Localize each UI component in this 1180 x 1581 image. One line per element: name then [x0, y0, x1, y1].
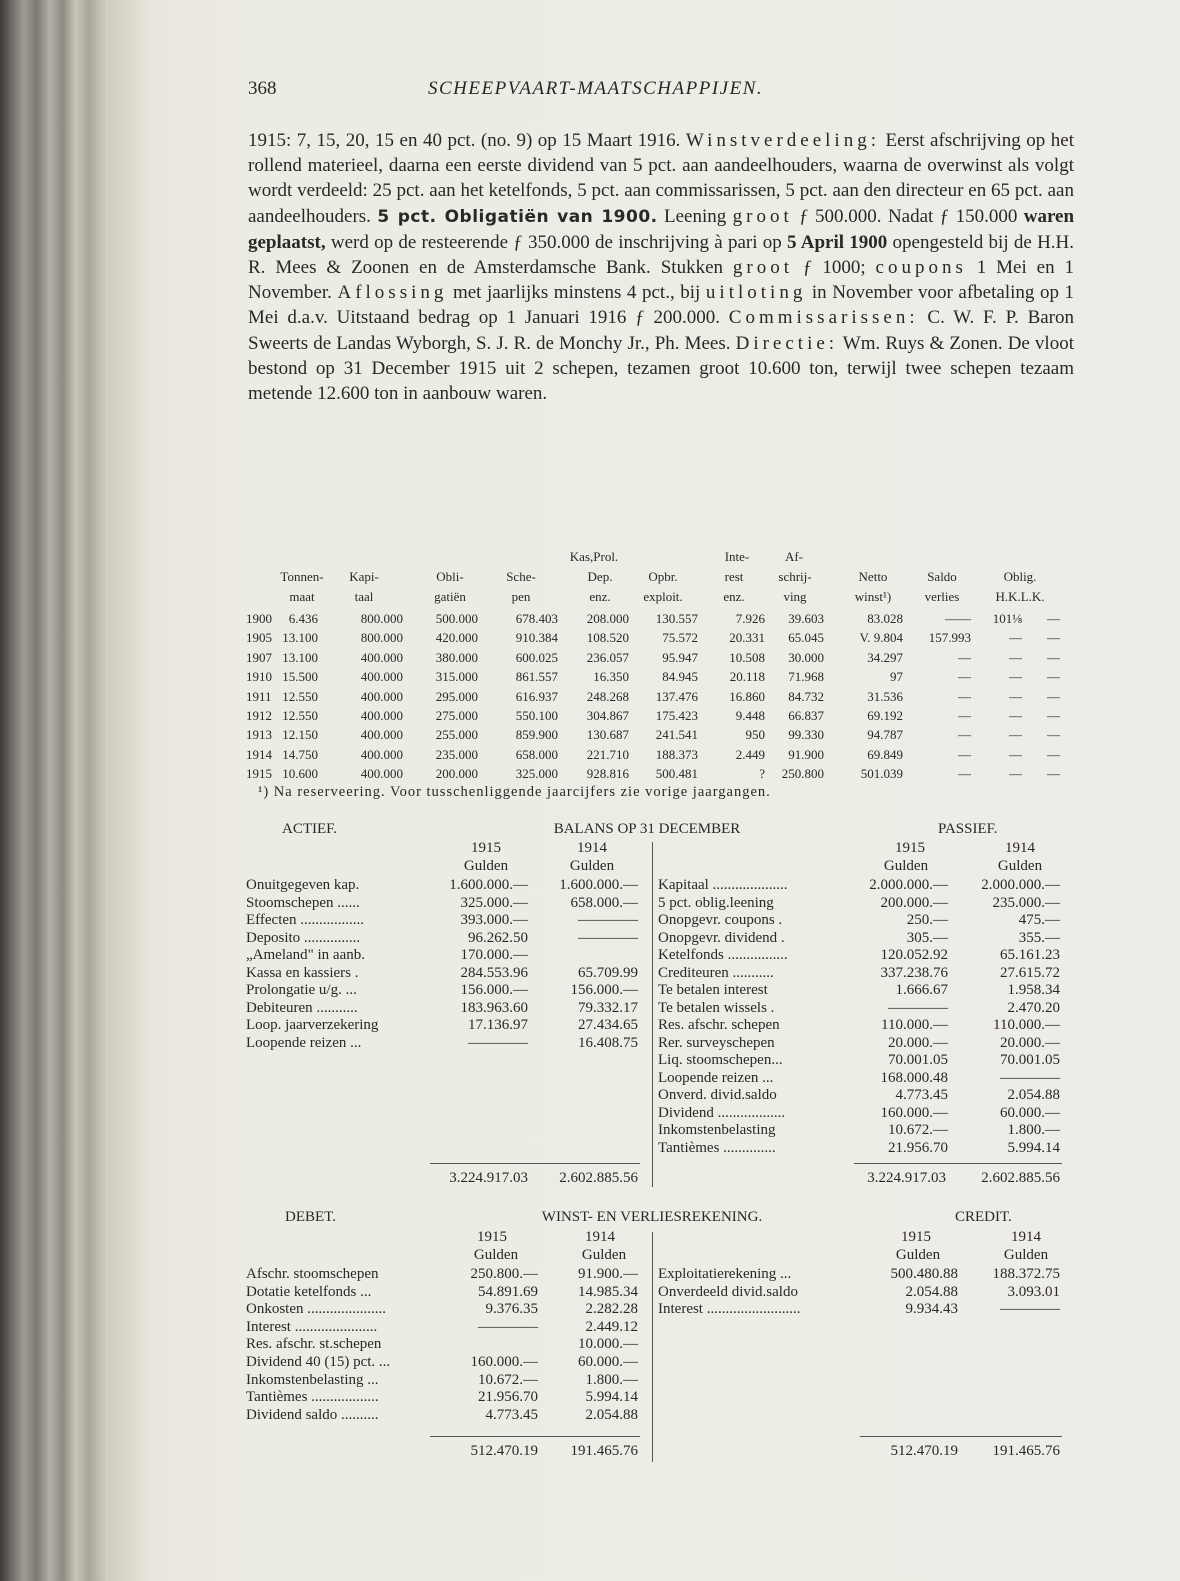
amount-1914: 14.985.34 — [578, 1283, 638, 1300]
amount-1914: 65.161.23 — [1000, 947, 1060, 963]
table-cell: 800.000 — [360, 630, 403, 646]
amount-1914: 2.000.000.— — [981, 877, 1060, 893]
table-cell: — — [1047, 649, 1060, 665]
amount-1914: 60.000.— — [1000, 1104, 1060, 1121]
account-label: Te betalen interest — [658, 982, 768, 998]
table-cell: 1912 — [246, 708, 272, 723]
amount-1915: ———— — [888, 999, 948, 1016]
table-cell: 325.000 — [515, 766, 558, 782]
account-label: Onverd. divid.saldo — [658, 1087, 777, 1103]
table-cell: 400.000 — [360, 746, 403, 762]
account-label: Inkomstenbelasting — [658, 1122, 776, 1138]
account-label: Dividend 40 (15) pct. ... — [246, 1354, 391, 1370]
amount-1915: 110.000.— — [881, 1017, 948, 1033]
table-cell: 95.947 — [662, 649, 698, 665]
table-cell: 1910 — [246, 669, 272, 685]
amount-1915: 1.600.000.— — [449, 877, 528, 893]
amount-1914: 20.000.— — [1000, 1034, 1060, 1051]
unit-label: Gulden — [1003, 1247, 1049, 1263]
table-cell: 248.268 — [586, 688, 629, 704]
page-header — [248, 78, 1078, 104]
amount-1914: 27.615.72 — [1000, 964, 1060, 981]
unit-label: Gulden — [569, 858, 615, 874]
unit-label: Gulden — [463, 858, 509, 874]
table-cell: 101⅛ — [992, 611, 1022, 626]
column-header: Opbr. — [648, 569, 678, 584]
amount-1914: ———— — [1000, 1301, 1060, 1318]
table-cell: 950 — [745, 727, 765, 743]
table-cell: 13.100 — [282, 649, 318, 665]
table-cell: 97 — [890, 669, 903, 685]
unit-label: Gulden — [883, 858, 929, 874]
column-header: enz. — [589, 589, 611, 604]
table-cell: 69.192 — [867, 708, 903, 723]
column-header: Saldo — [927, 569, 957, 584]
table-cell: 658.000 — [515, 746, 558, 762]
table-cell: 10.508 — [729, 649, 765, 665]
amount-1914: 2.282.28 — [585, 1301, 638, 1318]
column-header: rest — [724, 569, 744, 584]
table-cell: 400.000 — [360, 727, 403, 743]
book-binding — [0, 0, 108, 1581]
amount-1915: 393.000.— — [460, 912, 528, 928]
column-header: taal — [354, 589, 374, 604]
column-header: Kapi- — [349, 569, 379, 584]
year-label: 1915 — [895, 840, 925, 856]
year-label: 1915 — [901, 1229, 931, 1245]
amount-1914: 658.000.— — [570, 894, 638, 911]
table-cell: 31.536 — [867, 688, 903, 704]
column-divider — [652, 1232, 653, 1462]
unit-label: Gulden — [997, 858, 1043, 874]
amount-1915: 325.000.— — [460, 894, 528, 911]
table-cell: 250.800 — [781, 766, 824, 782]
account-label: Res. afschr. schepen — [658, 1017, 780, 1033]
table-cell: 71.968 — [788, 669, 824, 685]
table-cell: 400.000 — [360, 766, 403, 782]
table-cell: 84.945 — [662, 669, 698, 685]
column-header: exploit. — [643, 589, 683, 604]
table-cell: — — [958, 649, 971, 665]
section-title: ACTIEF. — [282, 821, 338, 837]
amount-1915: 500.480.88 — [890, 1266, 958, 1282]
unit-label: Gulden — [895, 1247, 941, 1263]
table-cell: 221.710 — [586, 746, 629, 762]
table-cell: — — [1009, 708, 1022, 723]
amount-1914: 188.372.75 — [992, 1266, 1060, 1282]
amount-1914: 79.332.17 — [578, 999, 638, 1016]
table-cell: — — [1047, 727, 1060, 743]
table-cell: 12.550 — [282, 708, 318, 723]
table-cell: 600.025 — [515, 649, 558, 665]
table-cell: 500.000 — [435, 611, 478, 626]
table-cell: 1905 — [246, 630, 272, 646]
amount-1915: 284.553.96 — [460, 964, 528, 981]
year-label: 1914 — [1011, 1229, 1041, 1245]
amount-1915: 170.000.— — [460, 947, 528, 963]
table-cell: 12.150 — [282, 727, 318, 743]
table-cell: 400.000 — [360, 708, 403, 723]
column-header: Sche- — [506, 569, 536, 584]
table-cell: 1911 — [246, 688, 272, 704]
table-cell: — — [958, 669, 971, 685]
table-cell: 15.500 — [282, 669, 318, 685]
table-cell: 208.000 — [586, 611, 629, 626]
table-cell: 34.297 — [867, 649, 903, 665]
year-label: 1914 — [1005, 840, 1035, 856]
table-cell: — — [1047, 746, 1060, 762]
table-cell: 380.000 — [435, 649, 478, 665]
table-cell: 1900 — [246, 611, 272, 626]
section-title: WINST- EN VERLIESREKENING. — [541, 1209, 763, 1225]
table-cell: 13.100 — [282, 630, 318, 646]
amount-1915: 20.000.— — [888, 1034, 948, 1051]
table-cell: 235.000 — [435, 746, 478, 762]
account-label: „Ameland" in aanb. — [246, 947, 365, 963]
total-1914: 191.465.76 — [992, 1443, 1060, 1459]
table-cell: — — [1009, 688, 1022, 704]
table-cell: 1914 — [246, 746, 272, 762]
table-cell: — — [958, 746, 971, 762]
account-label: Crediteuren ........... — [658, 964, 774, 981]
account-label: Onopgevr. coupons . — [658, 912, 783, 928]
amount-1915: 160.000.— — [470, 1354, 538, 1370]
amount-1915: 4.773.45 — [895, 1087, 948, 1103]
account-label: 5 pct. oblig.leening — [658, 894, 774, 911]
table-cell: 1907 — [246, 649, 272, 665]
year-label: 1915 — [471, 840, 501, 856]
table-cell: 108.520 — [586, 630, 629, 646]
amount-1915: 2.054.88 — [905, 1283, 958, 1300]
column-header: Tonnen- — [280, 569, 324, 584]
column-header: Dep. — [587, 569, 613, 584]
column-header: pen — [511, 589, 531, 604]
table-cell: 83.028 — [867, 611, 903, 626]
section-title: DEBET. — [285, 1209, 336, 1225]
table-cell: 65.045 — [788, 630, 824, 646]
column-header: Obli- — [436, 569, 464, 584]
table-cell: 188.373 — [655, 746, 698, 762]
table-cell: 157.993 — [928, 630, 971, 646]
table-cell: —— — [945, 611, 971, 626]
amount-1915: 10.672.— — [888, 1122, 948, 1138]
amount-1915: 17.136.97 — [468, 1017, 528, 1033]
page-title: SCHEEPVAART-MAATSCHAPPIJEN. — [428, 78, 764, 99]
account-label: Loopende reizen ... — [246, 1034, 362, 1051]
amount-1914: 5.994.14 — [1007, 1139, 1060, 1156]
amount-1914: 1.600.000.— — [559, 877, 638, 893]
table-cell: — — [1009, 649, 1022, 665]
account-label: Effecten ................. — [246, 912, 365, 928]
table-cell: 800.000 — [360, 611, 403, 626]
amount-1914: ———— — [578, 929, 638, 946]
unit-label: Gulden — [473, 1247, 519, 1263]
table-cell: — — [1009, 630, 1022, 646]
total-1915: 512.470.19 — [890, 1443, 958, 1459]
table-cell: 20.118 — [729, 669, 765, 685]
table-cell: — — [1047, 669, 1060, 685]
amount-1915: 21.956.70 — [888, 1139, 948, 1156]
table-cell: 859.900 — [515, 727, 558, 743]
amount-1914: 10.000.— — [578, 1336, 638, 1353]
amount-1914: 2.449.12 — [585, 1318, 638, 1335]
page-number: 368 — [248, 78, 277, 99]
table-cell: 420.000 — [435, 630, 478, 646]
table-cell: 315.000 — [435, 669, 478, 685]
amount-1915: 9.376.35 — [485, 1301, 538, 1318]
account-label: Tantièmes .............. — [658, 1139, 776, 1156]
table-cell: 9.448 — [735, 708, 765, 723]
column-header: Netto — [858, 569, 888, 584]
account-label: Onopgevr. dividend . — [658, 929, 785, 946]
account-label: Afschr. stoomschepen — [246, 1266, 379, 1282]
table-cell: 678.403 — [515, 611, 558, 626]
total-1914: 2.602.885.56 — [559, 1170, 638, 1186]
table-cell: 400.000 — [360, 669, 403, 685]
account-label: Debiteuren ........... — [246, 999, 358, 1016]
amount-1914: 2.054.88 — [1007, 1087, 1060, 1103]
account-label: Onverdeeld divid.saldo — [658, 1283, 798, 1300]
account-label: Rer. surveyschepen — [658, 1034, 775, 1051]
amount-1914: 16.408.75 — [578, 1034, 638, 1051]
table-cell: 236.057 — [586, 649, 629, 665]
amount-1914: 355.— — [1018, 929, 1060, 946]
amount-1915: ———— — [468, 1034, 528, 1051]
year-label: 1914 — [577, 840, 607, 856]
column-header: gatiën — [434, 589, 466, 604]
amount-1915: 2.000.000.— — [869, 877, 948, 893]
table-cell: 30.000 — [788, 649, 824, 665]
unit-label: Gulden — [581, 1247, 627, 1263]
table-cell: 1913 — [246, 727, 272, 743]
table-cell: 275.000 — [435, 708, 478, 723]
column-header: Inte- — [724, 549, 750, 564]
table-cell: — — [958, 708, 971, 723]
total-rule — [430, 1163, 640, 1164]
table-cell: — — [958, 727, 971, 743]
column-header: schrij- — [778, 569, 812, 584]
table-cell: — — [1047, 766, 1060, 782]
account-label: Te betalen wissels . — [658, 999, 775, 1016]
table-cell: 501.039 — [860, 766, 903, 782]
amount-1915: 156.000.— — [460, 982, 528, 998]
table-cell: 550.100 — [515, 708, 558, 723]
table-cell: V. 9.804 — [859, 630, 903, 646]
table-cell: 6.436 — [288, 611, 318, 626]
amount-1915: 1.666.67 — [895, 982, 948, 998]
column-header: H.K.L.K. — [995, 589, 1045, 604]
table-cell: 10.600 — [282, 766, 318, 782]
account-label: Kapitaal .................... — [658, 877, 788, 893]
account-label: Dividend saldo .......... — [246, 1406, 379, 1423]
table-cell: — — [958, 688, 971, 704]
table-cell: — — [1009, 746, 1022, 762]
account-label: Liq. stoomschepen... — [658, 1052, 783, 1068]
table-cell: — — [1009, 766, 1022, 782]
account-label: Dotatie ketelfonds ... — [246, 1283, 372, 1300]
table-cell: ? — [759, 766, 765, 782]
table-cell: 304.867 — [586, 708, 629, 723]
footnote: ¹) Na reserveering. Voor tusschenliggende jaarcijfers zie vorige jaargangen. — [258, 784, 771, 800]
account-label: Tantièmes .................. — [246, 1389, 379, 1406]
amount-1915: 21.956.70 — [478, 1389, 538, 1406]
amount-1915: 337.238.76 — [880, 964, 948, 981]
amount-1914: 65.709.99 — [578, 964, 638, 981]
account-label: Loopende reizen ... — [658, 1069, 774, 1086]
table-cell: 400.000 — [360, 649, 403, 665]
year-label: 1914 — [585, 1229, 615, 1245]
table-cell: 12.550 — [282, 688, 318, 704]
column-header: Af- — [784, 549, 804, 564]
table-cell: 2.449 — [735, 746, 765, 762]
amount-1915: 250.— — [906, 912, 948, 928]
account-label: Kassa en kassiers . — [246, 964, 359, 981]
table-cell: — — [1009, 669, 1022, 685]
total-1915: 3.224.917.03 — [867, 1170, 946, 1186]
section-title: PASSIEF. — [938, 821, 998, 837]
amount-1915: 305.— — [906, 929, 948, 946]
account-label: Prolongatie u/g. ... — [246, 982, 357, 998]
section-title: CREDIT. — [955, 1209, 1012, 1225]
amount-1915: 183.963.60 — [460, 999, 528, 1016]
table-cell: 295.000 — [435, 688, 478, 704]
column-header: Kas,Prol. — [569, 549, 619, 564]
amount-1914: 156.000.— — [570, 982, 638, 998]
table-cell: 928.816 — [586, 766, 629, 782]
amount-1915: 120.052.92 — [880, 947, 948, 963]
table-cell: — — [1047, 611, 1060, 626]
amount-1915: 9.934.43 — [905, 1301, 958, 1318]
amount-1915: 160.000.— — [880, 1104, 948, 1121]
column-header: maat — [289, 589, 315, 604]
column-header: enz. — [723, 589, 745, 604]
table-cell: 14.750 — [282, 746, 318, 762]
table-cell: — — [1047, 688, 1060, 704]
amount-1914: 1.800.— — [585, 1371, 638, 1388]
table-cell: — — [958, 766, 971, 782]
amount-1915: ———— — [478, 1318, 538, 1335]
table-cell: 130.557 — [655, 611, 698, 626]
column-divider — [652, 842, 653, 1187]
amount-1915: 10.672.— — [478, 1371, 538, 1388]
table-cell: — — [1009, 727, 1022, 743]
amount-1914: 91.900.— — [578, 1266, 638, 1282]
table-cell: — — [1047, 708, 1060, 723]
year-label: 1915 — [477, 1229, 507, 1245]
account-label: Onuitgegeven kap. — [246, 877, 360, 893]
amount-1914: 1.958.34 — [1007, 982, 1060, 998]
amount-1915: 96.262.50 — [468, 929, 528, 946]
total-rule — [430, 1436, 640, 1437]
account-label: Onkosten ..................... — [246, 1301, 386, 1318]
amount-1914: 60.000.— — [578, 1354, 638, 1370]
table-cell: 84.732 — [788, 688, 824, 704]
account-label: Inkomstenbelasting ... — [246, 1371, 379, 1388]
table-cell: 137.476 — [655, 688, 698, 704]
table-cell: 861.557 — [515, 669, 558, 685]
amount-1915: 54.891.69 — [478, 1283, 538, 1300]
amount-1914: ———— — [578, 912, 638, 928]
total-1914: 2.602.885.56 — [981, 1170, 1060, 1186]
amount-1915: 200.000.— — [880, 894, 948, 911]
account-label: Exploitatierekening ... — [658, 1266, 792, 1282]
table-cell: 255.000 — [435, 727, 478, 743]
amount-1915: 4.773.45 — [485, 1406, 538, 1423]
account-label: Interest ......................... — [658, 1301, 801, 1318]
table-cell: 20.331 — [729, 630, 765, 646]
table-cell: 200.000 — [435, 766, 478, 782]
account-label: Loop. jaarverzekering — [246, 1017, 379, 1033]
column-header: ving — [783, 589, 807, 604]
table-cell: 16.350 — [593, 669, 629, 685]
account-label: Ketelfonds ................ — [658, 947, 788, 963]
table-cell: 94.787 — [867, 727, 903, 743]
amount-1914: 27.434.65 — [578, 1017, 638, 1033]
table-cell: — — [1047, 630, 1060, 646]
amount-1914: 110.000.— — [993, 1017, 1060, 1033]
amount-1915: 250.800.— — [470, 1266, 538, 1282]
total-rule — [854, 1163, 1062, 1164]
total-rule — [860, 1436, 1062, 1437]
table-cell: 400.000 — [360, 688, 403, 704]
account-label: Stoomschepen ...... — [246, 894, 360, 911]
table-cell: 39.603 — [788, 611, 824, 626]
amount-1914: ———— — [1000, 1069, 1060, 1086]
table-cell: 130.687 — [586, 727, 629, 743]
table-cell: 241.541 — [655, 727, 698, 743]
table-cell: 69.849 — [867, 746, 903, 762]
amount-1914: 5.994.14 — [585, 1389, 638, 1406]
table-cell: 16.860 — [729, 688, 765, 704]
table-cell: 1915 — [246, 766, 272, 782]
company-description: 1915: 7, 15, 20, 15 en 40 pct. (no. 9) op 15 Maart 1916. Winstverdeeling: Eerst afschrijving op het rollend materieel, daarna een eerste dividend van 5 pct. aan aandeelhouders, waarna de overwinst als volgt wordt verdeeld: 25 pct. aan het ketelfonds, 5 pct. aan commissarissen, 5 pct. aan den directeur en 65 pct. aan aandeelhouders. 5 pct. Obligatiën van 1900. Leening groot ƒ 500.000. Nadat ƒ 150.000 waren geplaatst, werd op de resteerende ƒ 350.000 de inschrijving à pari op 5 April 1900 opengesteld bij de H.H. R. Mees & Zoonen en de Amsterdamsche Bank. Stukken groot ƒ 1000; coupons 1 Mei en 1 November. Aflossing met jaarlijks minstens 4 pct., bij uitloting in November voor afbetaling op 1 Mei d.a.v. Uitstaand bedrag op 1 Januari 1916 ƒ 200.000. Commissarissen: C. W. F. P. Baron Sweerts de Landas Wyborgh, S. J. R. de Monchy Jr., Ph. Mees. Directie: Wm. Ruys & Zonen. De vloot bestond op 31 December 1915 uit 2 schepen, tezamen groot 10.600 ton, terwijl twee schepen tezaam metende 12.600 ton in aanbouw waren. — [248, 130, 1075, 405]
amount-1914: 2.470.20 — [1007, 999, 1060, 1016]
amount-1915: 70.001.05 — [888, 1052, 948, 1068]
total-1915: 512.470.19 — [470, 1443, 538, 1459]
amount-1914: 70.001.05 — [1000, 1052, 1060, 1068]
table-cell: 175.423 — [655, 708, 698, 723]
column-header: verlies — [924, 589, 960, 604]
column-header: winst¹) — [854, 589, 892, 604]
table-cell: 91.900 — [788, 746, 824, 762]
account-label: Dividend .................. — [658, 1104, 786, 1121]
table-cell: 99.330 — [788, 727, 824, 743]
table-cell: 75.572 — [662, 630, 698, 646]
table-cell: 7.926 — [735, 611, 765, 626]
section-title: BALANS OP 31 DECEMBER — [553, 821, 741, 837]
column-header: Oblig. — [1003, 569, 1037, 584]
amount-1914: 1.800.— — [1007, 1122, 1060, 1138]
table-cell: 66.837 — [788, 708, 824, 723]
account-label: Deposito ............... — [246, 929, 361, 946]
table-cell: 910.384 — [515, 630, 558, 646]
amount-1914: 2.054.88 — [585, 1406, 638, 1423]
table-cell: 616.937 — [515, 688, 558, 704]
amount-1914: 235.000.— — [992, 894, 1060, 911]
amount-1914: 3.093.01 — [1007, 1283, 1060, 1300]
amount-1914: 475.— — [1018, 912, 1060, 928]
account-label: Res. afschr. st.schepen — [246, 1336, 382, 1353]
amount-1915: 168.000.48 — [880, 1069, 948, 1086]
total-1915: 3.224.917.03 — [449, 1170, 528, 1186]
total-1914: 191.465.76 — [570, 1443, 638, 1459]
account-label: Interest ...................... — [246, 1318, 378, 1335]
table-cell: 500.481 — [655, 766, 698, 782]
